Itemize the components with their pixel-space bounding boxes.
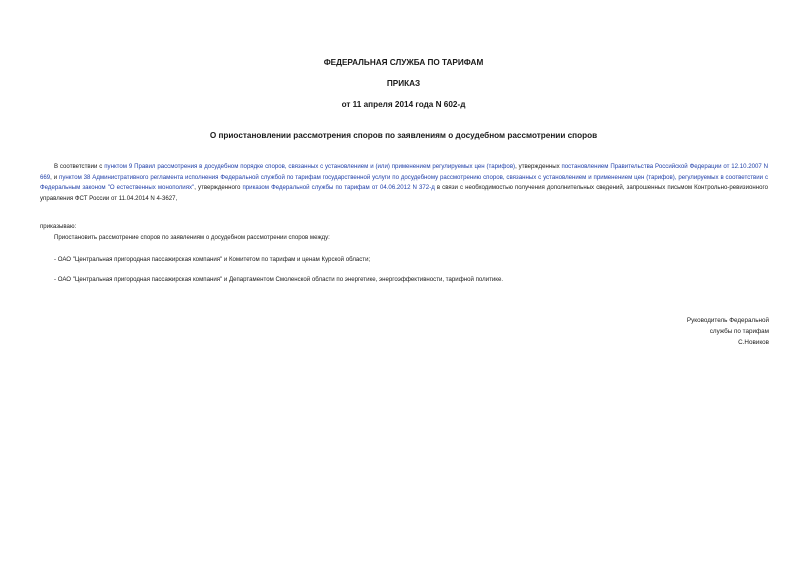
- link-fst-order[interactable]: приказом Федеральной службы по тарифам от 04.06.2012 N 372-д: [242, 184, 435, 192]
- order-word: приказываю:: [40, 223, 77, 230]
- document-date-number: от 11 апреля 2014 года N 602-д: [341, 100, 466, 109]
- order-item-intro: Приостановить рассмотрение споров по заявлениям о досудебном рассмотрении споров между:: [54, 234, 330, 241]
- agency-title: ФЕДЕРАЛЬНАЯ СЛУЖБА ПО ТАРИФАМ: [323, 58, 484, 67]
- link-government-decree[interactable]: постановлением Правительства Российской Федерации от 12.10.2007 N 669: [40, 163, 769, 181]
- preamble-paragraph: [40, 162, 768, 204]
- order-list-item: - ОАО "Центральная пригородная пассажирская компания" и Департаментом Смоленской области по энергетике, энергоэффективности, тарифной политике.: [54, 276, 504, 283]
- order-list-item: - ОАО "Центральная пригородная пассажирская компания" и Комитетом по тарифам и ценам Курской области;: [54, 256, 371, 263]
- preamble-text-4: , утвержденного: [194, 184, 243, 192]
- link-regulation-point-38[interactable]: пунктом 38 Административного регламента исполнения Федеральной службой по тарифам государственной услуги по досудебному рассмотрению споров, связанных с установлением и применением цен (тарифов), регулируемых в соответствии с Федеральным законом "О естественных монополиях": [40, 173, 768, 192]
- preamble-text-5: в связи с необходимостью получения дополнительных сведений, запрошенных письмом Контрольно-ревизионного управления ФСТ России от 11.04.2014 N 4-3627,: [40, 184, 768, 202]
- signature-position-line-2: службы по тарифам: [709, 328, 769, 335]
- link-rules-point-9[interactable]: пунктом 9 Правил рассмотрения в досудебном порядке споров, связанных с установлением и (или) применением регулируемых цен (тарифов): [104, 163, 516, 170]
- document-subject: О приостановлении рассмотрения споров по заявлениям о досудебном рассмотрении споров: [209, 131, 598, 140]
- signature-position-line-1: Руководитель Федеральной: [686, 317, 769, 324]
- signature-name: С.Новиков: [738, 339, 769, 346]
- preamble-text-1: В соответствии с: [54, 163, 105, 170]
- preamble-text-3: , и: [50, 173, 60, 181]
- document-type: ПРИКАЗ: [386, 79, 421, 88]
- preamble-text-2: , утвержденных: [515, 163, 562, 170]
